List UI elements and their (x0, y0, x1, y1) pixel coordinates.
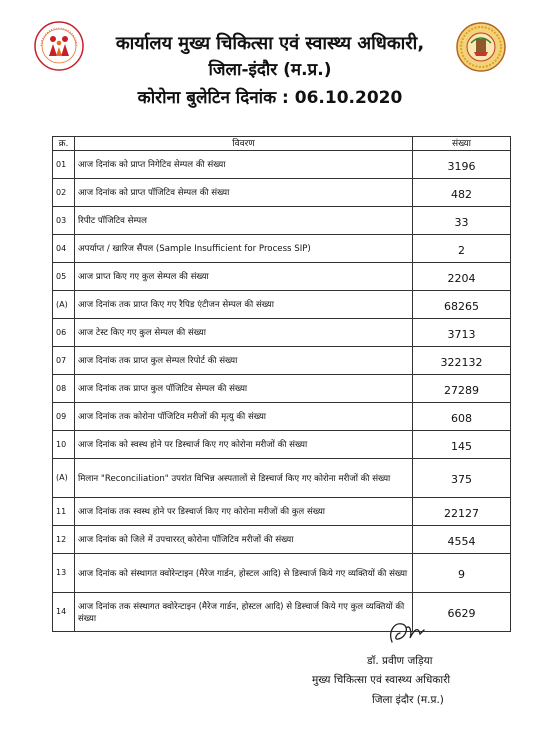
row-value: 322132 (413, 347, 511, 375)
table-row (53, 431, 511, 459)
row-description: आज दिनांक को प्राप्त पॉजिटिव सेम्पल की संख्या (75, 179, 413, 207)
row-value: 145 (413, 431, 511, 459)
table-row (53, 179, 511, 207)
row-serial: 14 (53, 593, 75, 632)
table-row (53, 498, 511, 526)
row-value: 68265 (413, 291, 511, 319)
table-row (53, 151, 511, 179)
table-row (53, 291, 511, 319)
district-title: जिला-इंदौर (म.प्र.) (208, 60, 332, 80)
row-serial: 07 (53, 347, 75, 375)
table-row (53, 593, 511, 632)
row-serial: 11 (53, 498, 75, 526)
row-description: आज दिनांक तक प्राप्त कुल पॉजिटिव सेम्पल की संख्या (75, 375, 413, 403)
row-value: 9 (413, 554, 511, 593)
row-description: मिलान "Reconciliation" उपरांत विभिन्न अस्पतालों से डिस्चार्ज किए गए कोरोना मरीजों की संख्या (75, 459, 413, 498)
row-serial: (A) (53, 459, 75, 498)
row-description: रिपीट पॉजिटिव सेम्पल (75, 207, 413, 235)
row-serial: 04 (53, 235, 75, 263)
row-description: आज दिनांक तक कोरोना पॉजिटिव मरीजों की मृत्यु की संख्या (75, 403, 413, 431)
table-row (53, 235, 511, 263)
signatory-designation: मुख्य चिकित्सा एवं स्वास्थ्य अधिकारी (312, 674, 451, 686)
row-value: 3713 (413, 319, 511, 347)
row-value: 3196 (413, 151, 511, 179)
row-description: आज दिनांक को स्वस्थ होने पर डिस्चार्ज किए गए कोरोना मरीजों की संख्या (75, 431, 413, 459)
row-description: आज टेस्ट किए गए कुल सेम्पल की संख्या (75, 319, 413, 347)
row-value: 4554 (413, 526, 511, 554)
table-row (53, 263, 511, 291)
row-description: आज दिनांक तक प्राप्त कुल सेम्पल रिपोर्ट की संख्या (75, 347, 413, 375)
row-serial: 06 (53, 319, 75, 347)
office-title: कार्यालय मुख्य चिकित्सा एवं स्वास्थ्य अधिकारी, (115, 33, 425, 54)
row-value: 22127 (413, 498, 511, 526)
row-serial: 13 (53, 554, 75, 593)
row-description: आज दिनांक तक संस्थागत क्वोरेन्टाइन (मैरेज गार्डन, होस्टल आदि) से डिस्चार्ज किये गए कुल व्यक्तियों की संख्या (75, 593, 413, 632)
row-serial: 10 (53, 431, 75, 459)
row-value: 6629 (413, 593, 511, 632)
row-serial: 02 (53, 179, 75, 207)
table-header-row (53, 137, 511, 151)
handwritten-signature (380, 612, 440, 652)
row-value: 2 (413, 235, 511, 263)
row-value: 482 (413, 179, 511, 207)
row-description: आज दिनांक को प्राप्त निगेटिव सेम्पल की संख्या (75, 151, 413, 179)
table-row (53, 375, 511, 403)
row-value: 2204 (413, 263, 511, 291)
row-serial: 01 (53, 151, 75, 179)
row-serial: 12 (53, 526, 75, 554)
row-description: अपर्याप्त / खारिज सैंपल (Sample Insufficient for Process SIP) (75, 235, 413, 263)
table-row (53, 319, 511, 347)
bulletin-title: कोरोना बुलेटिन दिनांक : 06.10.2020 (137, 88, 403, 108)
header-serial: क्र. (53, 137, 75, 151)
row-serial: (A) (53, 291, 75, 319)
table-row (53, 403, 511, 431)
row-value: 375 (413, 459, 511, 498)
row-value: 608 (413, 403, 511, 431)
row-serial: 08 (53, 375, 75, 403)
row-value: 33 (413, 207, 511, 235)
row-description: आज दिनांक तक स्वस्थ होने पर डिस्चार्ज किए गए कोरोना मरीजों की कुल संख्या (75, 498, 413, 526)
row-serial: 03 (53, 207, 75, 235)
table-row (53, 347, 511, 375)
table-row (53, 459, 511, 498)
row-serial: 05 (53, 263, 75, 291)
table-row (53, 526, 511, 554)
row-description: आज दिनांक को जिले में उपचाररत् कोरोना पॉजिटिव मरीजों की संख्या (75, 526, 413, 554)
table-row (53, 554, 511, 593)
signatory-name: डॉ. प्रवीण जड़िया (367, 655, 433, 667)
table-row (53, 207, 511, 235)
bulletin-table (52, 136, 511, 632)
row-serial: 09 (53, 403, 75, 431)
row-description: आज प्राप्त किए गए कुल सेम्पल की संख्या (75, 263, 413, 291)
header-description: विवरण (75, 137, 413, 151)
row-description: आज दिनांक को संस्थागत क्वोरेन्टाइन (मैरेज गार्डन, होस्टल आदि) से डिस्चार्ज किये गए व्यक्तियों की संख्या (75, 554, 413, 593)
row-value: 27289 (413, 375, 511, 403)
signatory-location: जिला इंदौर (म.प्र.) (372, 694, 444, 706)
header-count: संख्या (413, 137, 511, 151)
row-description: आज दिनांक तक प्राप्त किए गए रैपिड एंटीजन सेम्पल की संख्या (75, 291, 413, 319)
